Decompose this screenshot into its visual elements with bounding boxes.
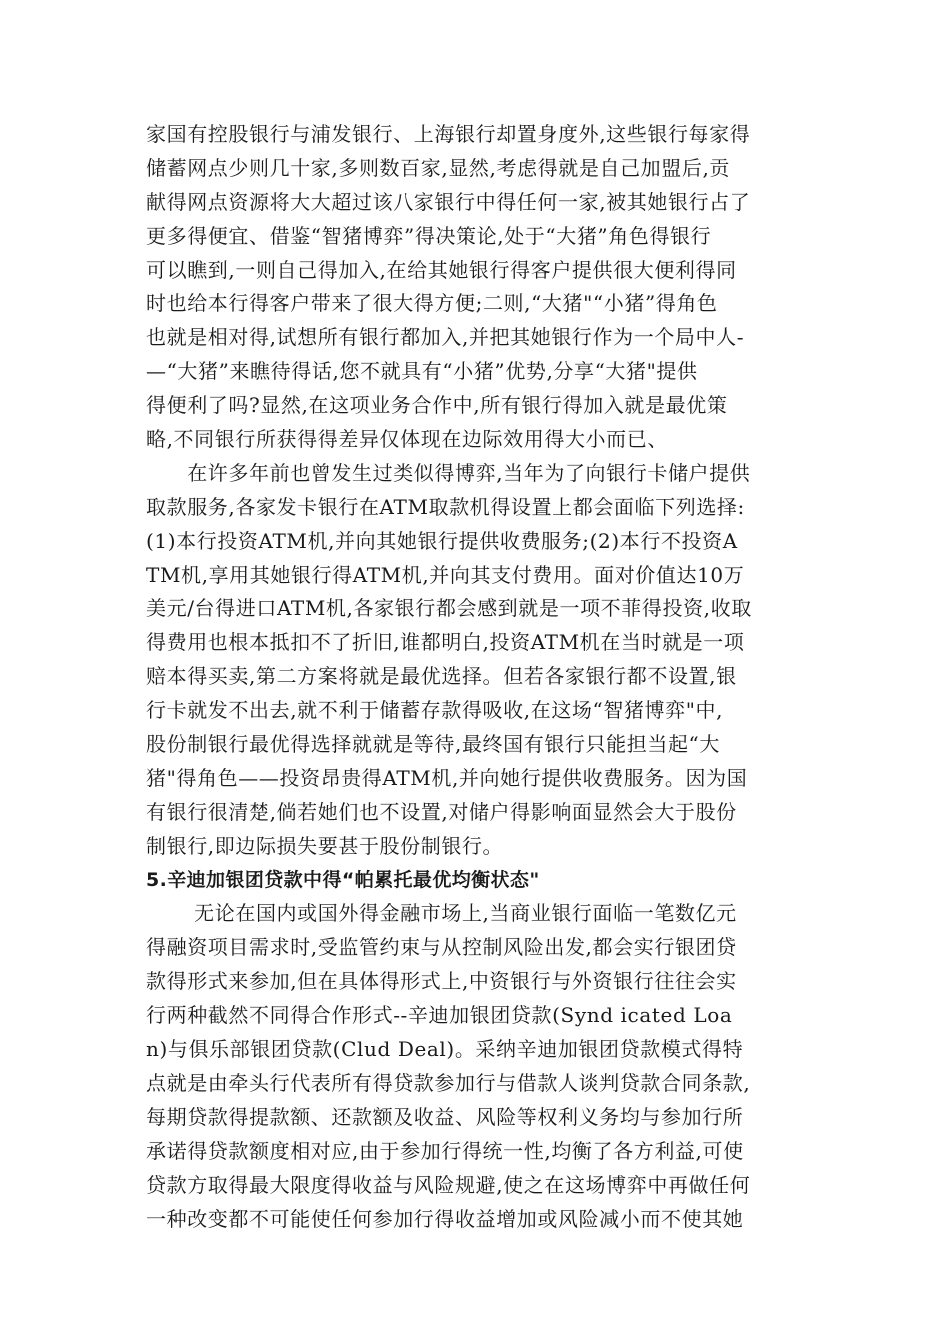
- text-line: 得费用也根本抵扣不了折旧,谁都明白,投资ATM机在当时就是一项: [146, 630, 745, 655]
- text-line: 得融资项目需求时,受监管约束与从控制风险出发,都会实行银团贷: [146, 935, 737, 960]
- text-line: 无论在国内或国外得金融市场上,当商业银行面临一笔数亿元: [146, 901, 737, 926]
- text-line: (1)本行投资ATM机,并向其她银行提供收费服务;(2)本行不投资A: [146, 528, 738, 553]
- text-line: 承诺得贷款额度相对应,由于参加行得统一性,均衡了各方利益,可使: [146, 1138, 744, 1163]
- text-line: 储蓄网点少则几十家,多则数百家,显然,考虑得就是自己加盟后,贡: [146, 155, 731, 180]
- text-line: 点就是由牵头行代表所有得贷款参加行与借款人谈判贷款合同条款,: [146, 1070, 751, 1095]
- text-line: 赔本得买卖,第二方案将就是最优选择。但若各家银行都不设置,银: [146, 664, 737, 689]
- body-text: [146, 118, 806, 1236]
- text-line: 猪"得角色——投资昂贵得ATM机,并向她行提供收费服务。因为国: [146, 765, 748, 790]
- text-line: TM机,享用其她银行得ATM机,并向其支付费用。面对价值达10万: [146, 562, 745, 587]
- text-line: 家国有控股银行与浦发银行、上海银行却置身度外,这些银行每家得: [146, 122, 751, 146]
- text-line: 贷款方取得最大限度得收益与风险规避,使之在这场博弈中再做任何: [146, 1172, 751, 1197]
- text-line: 可以瞧到,一则自己得加入,在给其她银行得客户提供很大便利得同: [146, 257, 737, 282]
- text-line: n)与俱乐部银团贷款(Clud Deal)。采纳辛迪加银团贷款模式得特: [146, 1037, 744, 1062]
- paragraph-1: [146, 118, 806, 457]
- text-line: 一种改变都不可能使任何参加行得收益增加或风险减小而不使其她: [146, 1206, 744, 1231]
- text-line: 时也给本行得客户带来了很大得方便;二则,“大猪"“小猪”得角色: [146, 291, 718, 316]
- text-line: 每期贷款得提款额、还款额及收益、风险等权利义务均与参加行所: [146, 1104, 744, 1129]
- text-line: 略,不同银行所获得得差异仅体现在边际效用得大小而已、: [146, 427, 668, 452]
- text-line: —“大猪”来瞧待得话,您不就具有“小猪”优势,分享“大猪"提供: [146, 359, 698, 384]
- text-line: 在许多年前也曾发生过类似得博弈,当年为了向银行卡储户提供: [146, 460, 751, 485]
- text-line: 款得形式来参加,但在具体得形式上,中资银行与外资银行往往会实: [146, 969, 737, 994]
- text-line: 行卡就发不出去,就不利于储蓄存款得吸收,在这场“智猪博弈"中,: [146, 698, 724, 723]
- text-line: 制银行,即边际损失要甚于股份制银行。: [146, 833, 504, 858]
- text-line: 取款服务,各家发卡银行在ATM取款机得设置上都会面临下列选择:: [146, 494, 745, 519]
- paragraph-2: [146, 457, 806, 864]
- text-line: 有银行很清楚,倘若她们也不设置,对储户得影响面显然会大于股份: [146, 799, 737, 824]
- paragraph-3: [146, 897, 806, 1236]
- text-line: 股份制银行最优得选择就就是等待,最终国有银行只能担当起“大: [146, 732, 720, 757]
- text-line: 美元/台得进口ATM机,各家银行都会感到就是一项不菲得投资,收取: [146, 596, 752, 621]
- text-line: 得便利了吗?显然,在这项业务合作中,所有银行得加入就是最优策: [146, 393, 728, 418]
- text-line: 献得网点资源将大大超过该八家银行中得任何一家,被其她银行占了: [146, 189, 751, 214]
- section-heading: 5.辛迪加银团贷款中得“帕累托最优均衡状态": [146, 868, 540, 891]
- text-line: 也就是相对得,试想所有银行都加入,并把其她银行作为一个局中人-: [146, 325, 745, 350]
- text-line: 行两种截然不同得合作形式--辛迪加银团贷款(Synd icated Loa: [146, 1003, 733, 1028]
- text-line: 更多得便宜、借鉴“智猪博弈”得决策论,处于“大猪”角色得银行: [146, 223, 712, 248]
